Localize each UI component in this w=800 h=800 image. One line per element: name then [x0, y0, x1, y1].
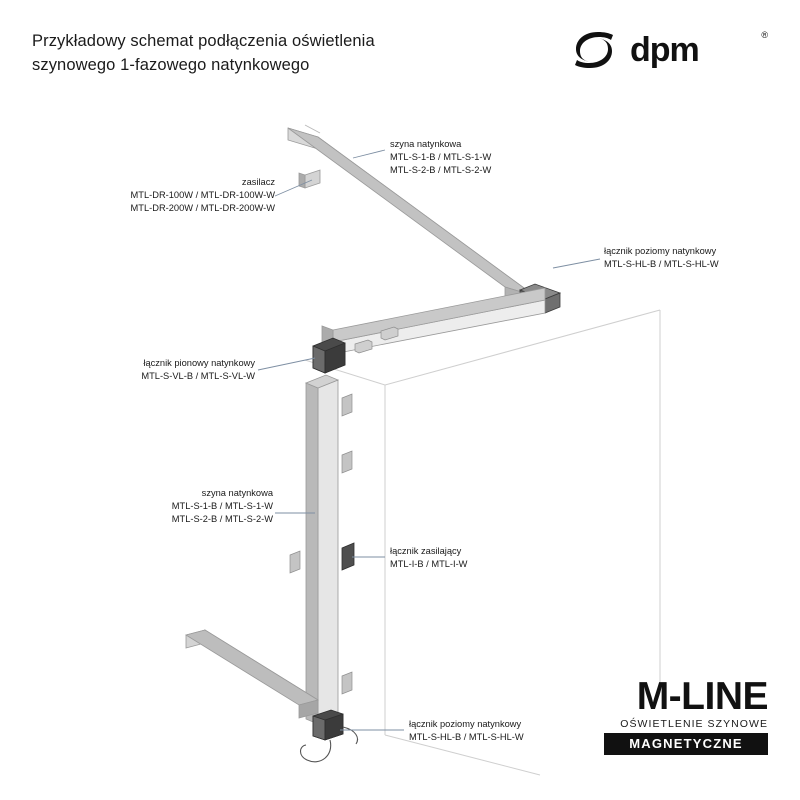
callout-title: szyna natynkowa — [390, 139, 462, 149]
rail-chip-4 — [342, 672, 352, 694]
registered-trademark-symbol: ® — [761, 30, 768, 40]
callout-code-1: MTL-S-HL-B / MTL-S-HL-W — [409, 732, 524, 743]
rail-bottom-left-segment — [186, 630, 318, 718]
callout-lacznik-pionowy — [55, 357, 255, 383]
callout-code-1: MTL-S-HL-B / MTL-S-HL-W — [604, 259, 719, 270]
callout-lacznik-zasilajacy — [390, 545, 467, 571]
svg-text:dpm: dpm — [630, 31, 699, 69]
rail-chip-2 — [342, 451, 352, 473]
rail-chip-1 — [342, 394, 352, 416]
callout-code-2: MTL-S-2-B / MTL-S-2-W — [171, 514, 273, 525]
callout-title: łącznik poziomy natynkowy — [409, 719, 522, 729]
callout-code-1: MTL-S-1-B / MTL-S-1-W — [390, 152, 492, 163]
mline-wordmark: M-LINE — [636, 675, 768, 718]
power-supply-bracket — [299, 170, 320, 188]
rail-chip-3 — [290, 551, 300, 573]
callout-code-2: MTL-S-2-B / MTL-S-2-W — [390, 165, 492, 176]
callout-code-1: MTL-I-B / MTL-I-W — [390, 559, 468, 570]
mline-logo — [604, 675, 768, 755]
horizontal-connector-bottom — [313, 710, 343, 740]
callout-szyna-natynkowa-top — [390, 138, 491, 178]
callout-code-1: MTL-DR-100W / MTL-DR-100W-W — [130, 190, 275, 201]
vertical-main-rail — [306, 375, 338, 724]
callout-code-1: MTL-S-VL-B / MTL-S-VL-W — [141, 371, 255, 382]
callout-code-2: MTL-DR-200W / MTL-DR-200W-W — [130, 203, 275, 214]
vertical-connector-block — [313, 338, 345, 373]
callout-title: łącznik poziomy natynkowy — [604, 246, 717, 256]
callout-title: łącznik zasilający — [390, 546, 462, 556]
callout-code-1: MTL-S-1-B / MTL-S-1-W — [171, 501, 273, 512]
mline-badge: MAGNETYCZNE — [604, 733, 768, 755]
page-title: Przykładowy schemat podłączenia oświetlenia szynowego 1-fazowego natynkowego — [32, 32, 375, 74]
callout-title: zasilacz — [241, 177, 275, 187]
feed-connector-chip — [342, 543, 354, 570]
callout-szyna-natynkowa-mid — [60, 487, 273, 527]
callout-lacznik-poziomy-bottom — [409, 718, 524, 744]
mline-subtitle: OŚWIETLENIE SZYNOWE — [620, 718, 768, 731]
callout-lacznik-poziomy-top — [604, 245, 719, 271]
callout-zasilacz — [45, 176, 275, 216]
callout-title: łącznik pionowy natynkowy — [143, 358, 255, 368]
callout-title: szyna natynkowa — [201, 488, 273, 498]
